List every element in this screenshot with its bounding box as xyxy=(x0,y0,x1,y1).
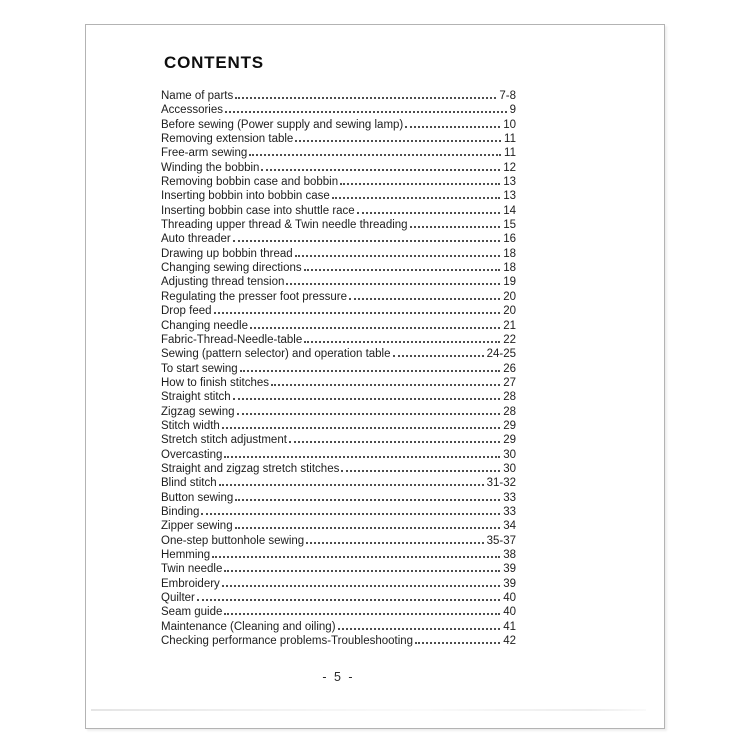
toc-entry-page: 40 xyxy=(503,592,516,605)
toc-entry-label: How to finish stitches xyxy=(161,376,270,389)
toc-entry-page: 16 xyxy=(503,233,516,246)
toc-leader-dots xyxy=(235,489,500,501)
toc-leader-dots xyxy=(224,560,500,572)
toc-entry-label: Button sewing xyxy=(161,491,234,504)
toc-entry-page: 33 xyxy=(503,491,516,504)
toc-entry xyxy=(161,187,516,201)
toc-entry-page: 28 xyxy=(503,405,516,418)
toc-leader-dots xyxy=(222,575,500,587)
toc-leader-dots xyxy=(306,532,483,544)
toc-leader-dots xyxy=(357,202,501,214)
toc-leader-dots xyxy=(261,159,500,171)
toc-entry-label: Removing bobbin case and bobbin xyxy=(161,176,339,189)
toc-leader-dots xyxy=(249,144,501,156)
toc-list xyxy=(161,87,516,646)
toc-entry-label: Binding xyxy=(161,505,200,518)
toc-entry-page: 38 xyxy=(503,549,516,561)
toc-leader-dots xyxy=(295,130,501,142)
toc-leader-dots xyxy=(225,101,507,113)
toc-entry-page: 10 xyxy=(503,118,516,131)
toc-entry-label: Maintenance (Cleaning and oiling) xyxy=(161,620,336,633)
toc-entry xyxy=(161,560,516,574)
toc-entry xyxy=(161,216,516,230)
toc-entry-label: Hemming xyxy=(161,549,211,561)
toc-leader-dots xyxy=(289,431,500,443)
toc-entry-page: 39 xyxy=(503,577,516,590)
toc-entry-page: 24-25 xyxy=(486,348,516,361)
toc-entry xyxy=(161,603,516,617)
toc-leader-dots xyxy=(271,374,500,386)
toc-leader-dots xyxy=(415,632,500,644)
toc-leader-dots xyxy=(197,589,500,601)
toc-entry xyxy=(161,417,516,431)
toc-entry xyxy=(161,302,516,316)
toc-entry xyxy=(161,230,516,244)
toc-entry xyxy=(161,202,516,216)
toc-entry-page: 30 xyxy=(503,448,516,461)
toc-leader-dots xyxy=(410,216,501,228)
toc-entry xyxy=(161,575,516,589)
toc-entry-page: 22 xyxy=(503,333,516,346)
toc-leader-dots xyxy=(332,187,500,199)
toc-entry-label: Regulating the presser foot pressure xyxy=(161,290,348,303)
toc-leader-dots xyxy=(349,288,500,300)
toc-leader-dots xyxy=(233,388,501,400)
toc-entry-label: Accessories xyxy=(161,104,223,117)
toc-entry xyxy=(161,517,516,531)
toc-leader-dots xyxy=(219,474,484,486)
toc-leader-dots xyxy=(214,302,501,314)
document-page xyxy=(85,24,665,729)
toc-entry-page: 41 xyxy=(503,620,516,633)
toc-entry-label: Changing needle xyxy=(161,319,248,332)
toc-entry-label: Zigzag sewing xyxy=(161,405,235,418)
toc-entry-label: Threading upper thread & Twin needle threading xyxy=(161,219,408,232)
toc-entry xyxy=(161,288,516,302)
toc-leader-dots xyxy=(224,603,500,615)
toc-entry-label: Winding the bobbin xyxy=(161,161,260,174)
page-title: CONTENTS xyxy=(164,53,264,72)
toc-entry-label: Twin needle xyxy=(161,563,223,576)
toc-entry-page: 11 xyxy=(504,147,516,160)
toc-entry-label: Name of parts xyxy=(161,90,234,102)
scan-artifact-line xyxy=(91,709,646,711)
toc-entry-label: Changing sewing directions xyxy=(161,262,302,275)
toc-entry-label: To start sewing xyxy=(161,362,238,375)
toc-entry-page: 7-8 xyxy=(499,90,516,102)
toc-entry-page: 26 xyxy=(503,362,516,375)
toc-leader-dots xyxy=(341,460,500,472)
toc-entry xyxy=(161,403,516,417)
toc-entry xyxy=(161,474,516,488)
page-footer-number: - 5 - xyxy=(322,670,355,684)
toc-entry-label: Quilter xyxy=(161,592,195,605)
toc-entry-page: 28 xyxy=(503,391,516,404)
toc-entry-page: 11 xyxy=(504,133,516,146)
toc-entry-label: Inserting bobbin into bobbin case xyxy=(161,190,330,203)
toc-entry xyxy=(161,589,516,603)
toc-entry xyxy=(161,446,516,460)
toc-entry-label: Straight stitch xyxy=(161,391,231,404)
toc-entry-label: Free-arm sewing xyxy=(161,147,248,160)
toc-entry-label: Seam guide xyxy=(161,606,223,619)
toc-leader-dots xyxy=(393,345,484,357)
toc-leader-dots xyxy=(235,87,496,99)
toc-entry-page: 20 xyxy=(503,290,516,303)
toc-entry xyxy=(161,431,516,445)
toc-entry-page: 14 xyxy=(503,204,516,217)
toc-entry-page: 18 xyxy=(503,247,516,260)
toc-entry xyxy=(161,317,516,331)
toc-entry xyxy=(161,360,516,374)
toc-leader-dots xyxy=(201,503,500,515)
toc-entry-label: Checking performance problems-Troubleshooting xyxy=(161,635,414,648)
toc-entry-page: 19 xyxy=(503,276,516,289)
toc-entry xyxy=(161,273,516,287)
toc-entry-label: Embroidery xyxy=(161,577,220,590)
toc-entry xyxy=(161,374,516,388)
toc-entry-label: Sewing (pattern selector) and operation table xyxy=(161,348,391,361)
toc-leader-dots xyxy=(233,230,501,242)
toc-entry xyxy=(161,173,516,187)
toc-entry xyxy=(161,618,516,632)
toc-leader-dots xyxy=(224,446,500,458)
toc-entry-label: Stretch stitch adjustment xyxy=(161,434,287,447)
toc-entry xyxy=(161,331,516,345)
toc-leader-dots xyxy=(340,173,500,185)
toc-entry-label: Auto threader xyxy=(161,233,231,246)
toc-entry xyxy=(161,460,516,474)
toc-entry-page: 29 xyxy=(503,419,516,432)
toc-entry-label: Adjusting thread tension xyxy=(161,276,285,289)
toc-entry-page: 35-37 xyxy=(486,534,516,547)
toc-leader-dots xyxy=(212,546,500,558)
toc-entry xyxy=(161,388,516,402)
toc-leader-dots xyxy=(222,417,500,429)
toc-entry-page: 42 xyxy=(503,635,516,648)
toc-entry xyxy=(161,345,516,359)
toc-entry-label: Stitch width xyxy=(161,419,220,432)
toc-entry-label: Drawing up bobbin thread xyxy=(161,247,293,260)
toc-entry-page: 12 xyxy=(503,161,516,174)
toc-entry-label: Zipper sewing xyxy=(161,520,233,533)
toc-entry-page: 40 xyxy=(503,606,516,619)
toc-entry xyxy=(161,130,516,144)
toc-entry-label: Blind stitch xyxy=(161,477,217,490)
toc-entry-label: Drop feed xyxy=(161,305,212,318)
toc-entry-page: 13 xyxy=(503,190,516,203)
toc-entry-page: 9 xyxy=(509,104,516,117)
toc-entry-page: 20 xyxy=(503,305,516,318)
toc-leader-dots xyxy=(405,116,500,128)
toc-entry xyxy=(161,259,516,273)
toc-leader-dots xyxy=(240,360,501,372)
toc-entry-page: 18 xyxy=(503,262,516,275)
toc-entry-page: 30 xyxy=(503,462,516,475)
toc-leader-dots xyxy=(338,618,501,630)
toc-entry-label: Before sewing (Power supply and sewing lamp) xyxy=(161,118,404,131)
toc-leader-dots xyxy=(295,245,501,257)
toc-entry xyxy=(161,116,516,130)
toc-entry-page: 15 xyxy=(503,219,516,232)
toc-entry-page: 31-32 xyxy=(486,477,516,490)
toc-entry-label: Inserting bobbin case into shuttle race xyxy=(161,204,355,217)
toc-entry xyxy=(161,101,516,115)
toc-entry xyxy=(161,503,516,517)
toc-entry-page: 21 xyxy=(503,319,516,332)
toc-entry-page: 13 xyxy=(503,176,516,189)
toc-leader-dots xyxy=(250,317,500,329)
toc-leader-dots xyxy=(235,517,501,529)
toc-entry xyxy=(161,532,516,546)
toc-entry xyxy=(161,245,516,259)
toc-entry-label: One-step buttonhole sewing xyxy=(161,534,305,547)
toc-entry-page: 33 xyxy=(503,505,516,518)
toc-entry-label: Overcasting xyxy=(161,448,223,461)
toc-entry-page: 29 xyxy=(503,434,516,447)
toc-entry-label: Fabric-Thread-Needle-table xyxy=(161,333,303,346)
toc-entry xyxy=(161,87,516,101)
toc-entry-label: Straight and zigzag stretch stitches xyxy=(161,462,340,475)
toc-entry xyxy=(161,546,516,560)
toc-leader-dots xyxy=(237,403,501,415)
toc-leader-dots xyxy=(286,273,500,285)
toc-entry xyxy=(161,159,516,173)
toc-entry xyxy=(161,489,516,503)
toc-leader-dots xyxy=(304,331,500,343)
toc-entry xyxy=(161,144,516,158)
toc-entry-page: 27 xyxy=(503,376,516,389)
toc-entry xyxy=(161,632,516,646)
toc-entry-label: Removing extension table xyxy=(161,133,294,146)
toc-leader-dots xyxy=(304,259,501,271)
toc-entry-page: 34 xyxy=(503,520,516,533)
toc-entry-page: 39 xyxy=(503,563,516,576)
